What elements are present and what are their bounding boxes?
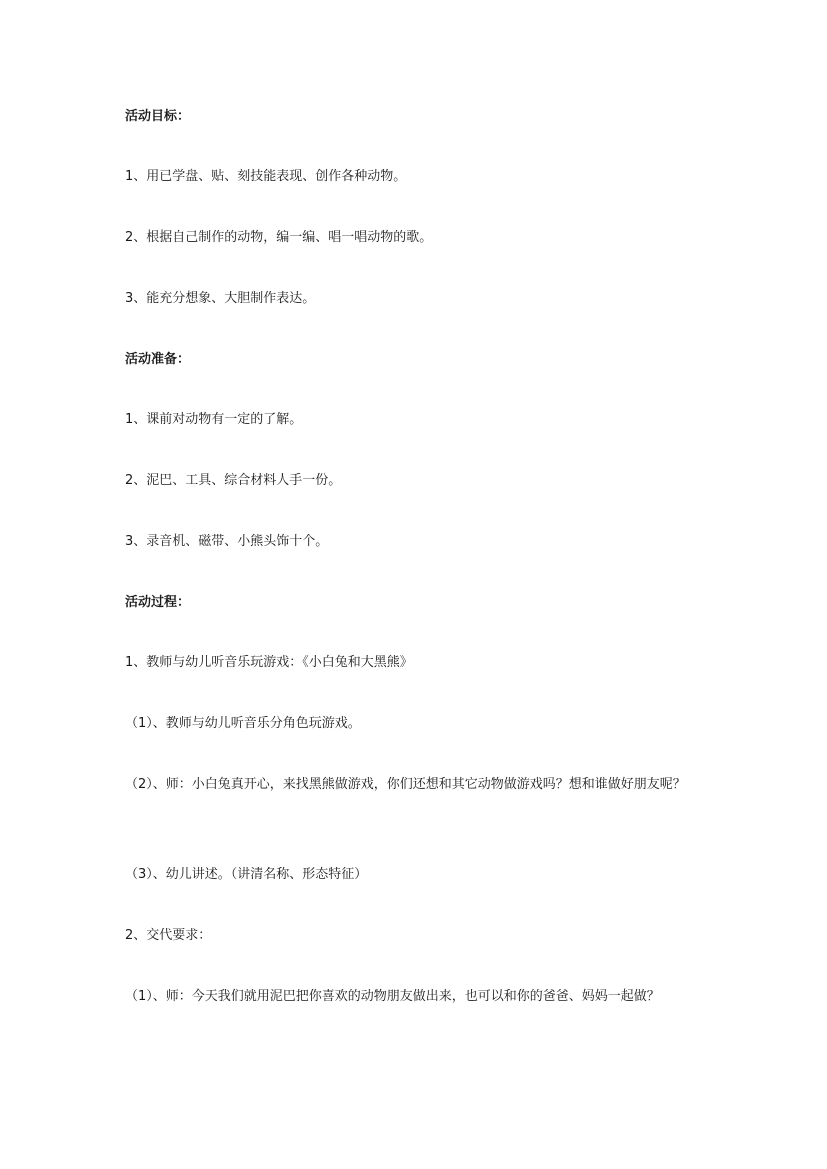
process-item-1-3: （3）、幼儿讲述。（讲清名称、形态特征） [125, 867, 368, 882]
goal-item-2: 2、根据自己制作的动物，编一编、唱一唱动物的歌。 [125, 230, 433, 245]
preparation-item-1: 1、课前对动物有一定的了解。 [125, 412, 303, 427]
section-heading-preparation: 活动准备： [125, 352, 191, 367]
process-item-1: 1、教师与幼儿听音乐玩游戏：《小白兔和大黑熊》 [125, 655, 413, 670]
process-item-2: 2、交代要求： [125, 928, 212, 943]
goal-item-3: 3、能充分想象、大胆制作表达。 [125, 291, 316, 306]
section-heading-process: 活动过程： [125, 595, 191, 610]
preparation-item-3: 3、录音机、磁带、小熊头饰十个。 [125, 534, 329, 549]
process-item-1-1: （1）、教师与幼儿听音乐分角色玩游戏。 [125, 716, 361, 731]
preparation-item-2: 2、泥巴、工具、综合材料人手一份。 [125, 473, 342, 488]
goal-item-1: 1、用已学盘、贴、刻技能表现、创作各种动物。 [125, 169, 407, 184]
process-item-1-2: （2）、师：小白兔真开心，来找黑熊做游戏，你们还想和其它动物做游戏吗？想和谁做好朋友呢？ [125, 777, 686, 792]
process-item-2-1: （1）、师：今天我们就用泥巴把你喜欢的动物朋友做出来，也可以和你的爸爸、妈妈一起做？ [125, 989, 660, 1004]
section-heading-goals: 活动目标： [125, 109, 191, 124]
